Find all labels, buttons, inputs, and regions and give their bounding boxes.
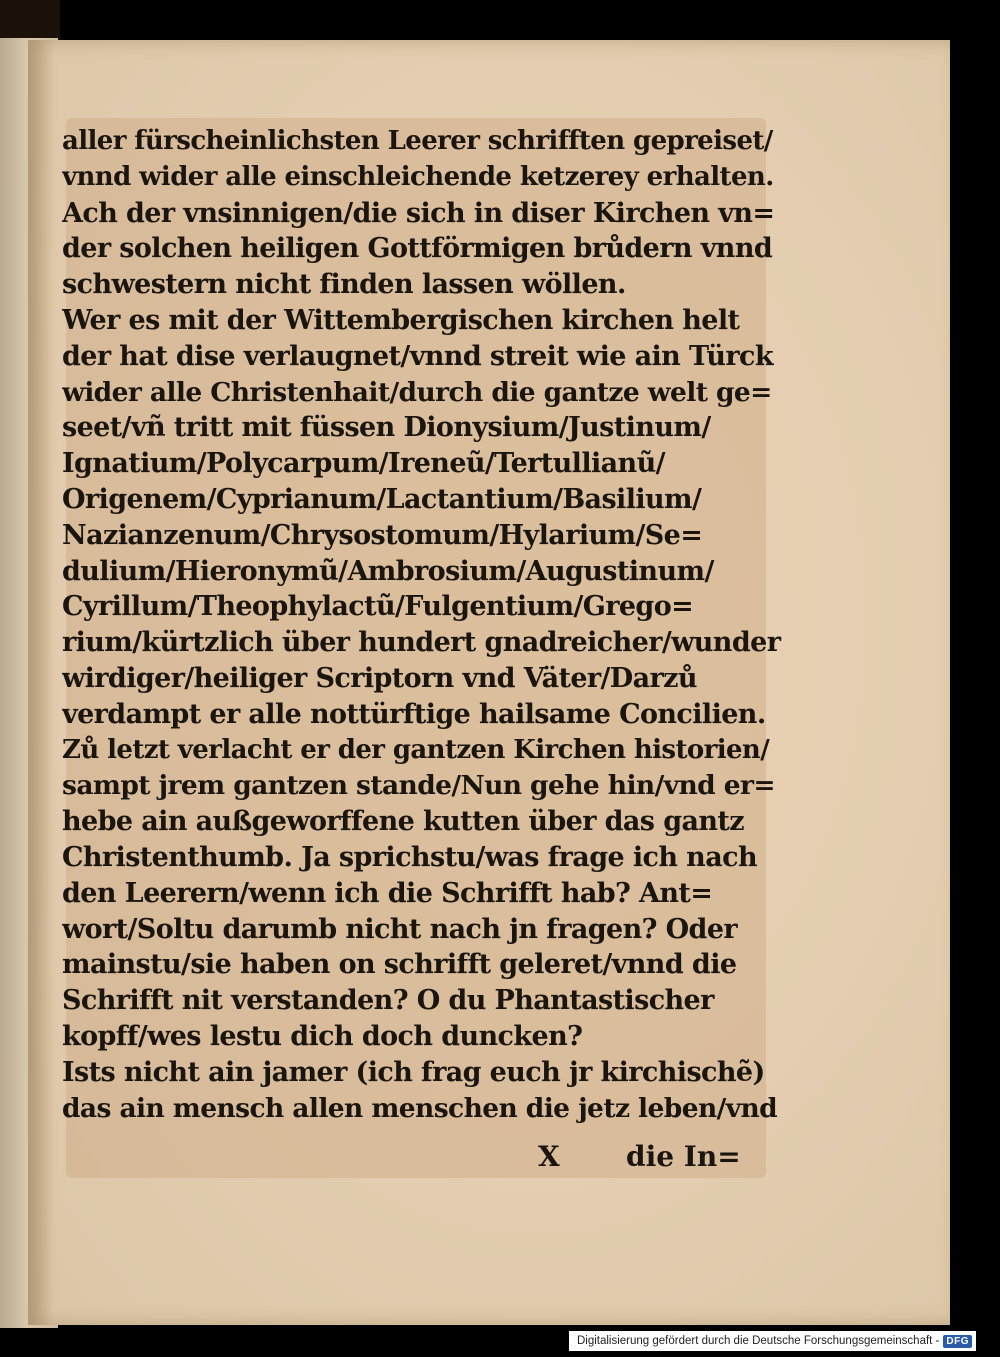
footer-text: Digitalisierung gefördert durch die Deutsche Forschungsgemeinschaft -: [576, 1335, 940, 1347]
text-line: Zů letzt verlacht er der gantzen Kirchen historien/: [62, 734, 770, 765]
text-line: wort/Soltu darumb nicht nach jn fragen? Oder: [62, 913, 738, 945]
text-line: aller fürscheinlichsten Leerer schrifften gepreiset/: [62, 126, 773, 156]
text-line: Schrifft nit verstanden? O du Phantastischer: [62, 985, 714, 1017]
text-line: vnnd wider alle einschleichende ketzerey erhalten.: [62, 161, 774, 192]
text-line: Ignatium/Polycarpum/Ireneũ/Tertullianũ/: [62, 448, 665, 480]
text-line: kopff/wes lestu dich doch duncken?: [62, 1020, 583, 1052]
page-gutter-shadow: [28, 40, 54, 1325]
text-line: rium/kürtzlich über hundert gnadreicher/wunder: [62, 627, 781, 659]
binding-corner: [0, 0, 60, 40]
text-line: schwestern nicht finden lassen wöllen.: [62, 269, 626, 301]
text-line: verdampt er alle nottürftige hailsame Concilien.: [62, 698, 766, 730]
text-line: der hat dise verlaugnet/vnnd streit wie ain Türck: [62, 340, 773, 372]
text-line: Ists nicht ain jamer (ich frag euch jr kirchischẽ): [62, 1056, 765, 1088]
text-line: mainstu/sie haben on schrifft geleret/vnnd die: [62, 949, 737, 981]
text-line: wider alle Christenhait/durch die gantze welt ge=: [62, 376, 772, 408]
digitization-footer: [569, 1331, 976, 1351]
text-line: hebe ain außgeworffene kutten über das gantz: [62, 806, 745, 838]
catchword: die In=: [626, 1140, 741, 1173]
text-line: den Leerern/wenn ich die Schrifft hab? Ant=: [62, 877, 713, 909]
text-line: das ain mensch allen menschen die jetz leben/vnd: [62, 1092, 778, 1124]
text-line: Christenthumb. Ja sprichstu/was frage ich nach: [62, 841, 757, 873]
text-line: Origenem/Cyprianum/Lactantium/Basilium/: [62, 483, 702, 515]
text-line: Ach der vnsinnigen/die sich in diser Kirchen vn=: [62, 197, 775, 229]
dfg-logo-icon: DFG: [943, 1335, 972, 1348]
signature-mark: X: [538, 1140, 560, 1173]
text-line: Wer es mit der Wittembergischen kirchen helt: [62, 304, 740, 336]
text-line: der solchen heiligen Gottförmigen brůdern vnnd: [62, 233, 773, 265]
text-line: sampt jrem gantzen stande/Nun gehe hin/vnd er=: [62, 770, 775, 802]
text-line: seet/vñ tritt mit füssen Dionysium/Justinum/: [62, 412, 711, 444]
text-line: wirdiger/heiliger Scriptorn vnd Väter/Darzů: [62, 662, 697, 694]
text-line: Nazianzenum/Chrysostomum/Hylarium/Se=: [62, 519, 703, 551]
page-text: [62, 124, 782, 1126]
text-line: dulium/Hieronymũ/Ambrosium/Augustinum/: [62, 555, 714, 587]
text-line: Cyrillum/Theophylactũ/Fulgentium/Grego=: [62, 591, 694, 623]
